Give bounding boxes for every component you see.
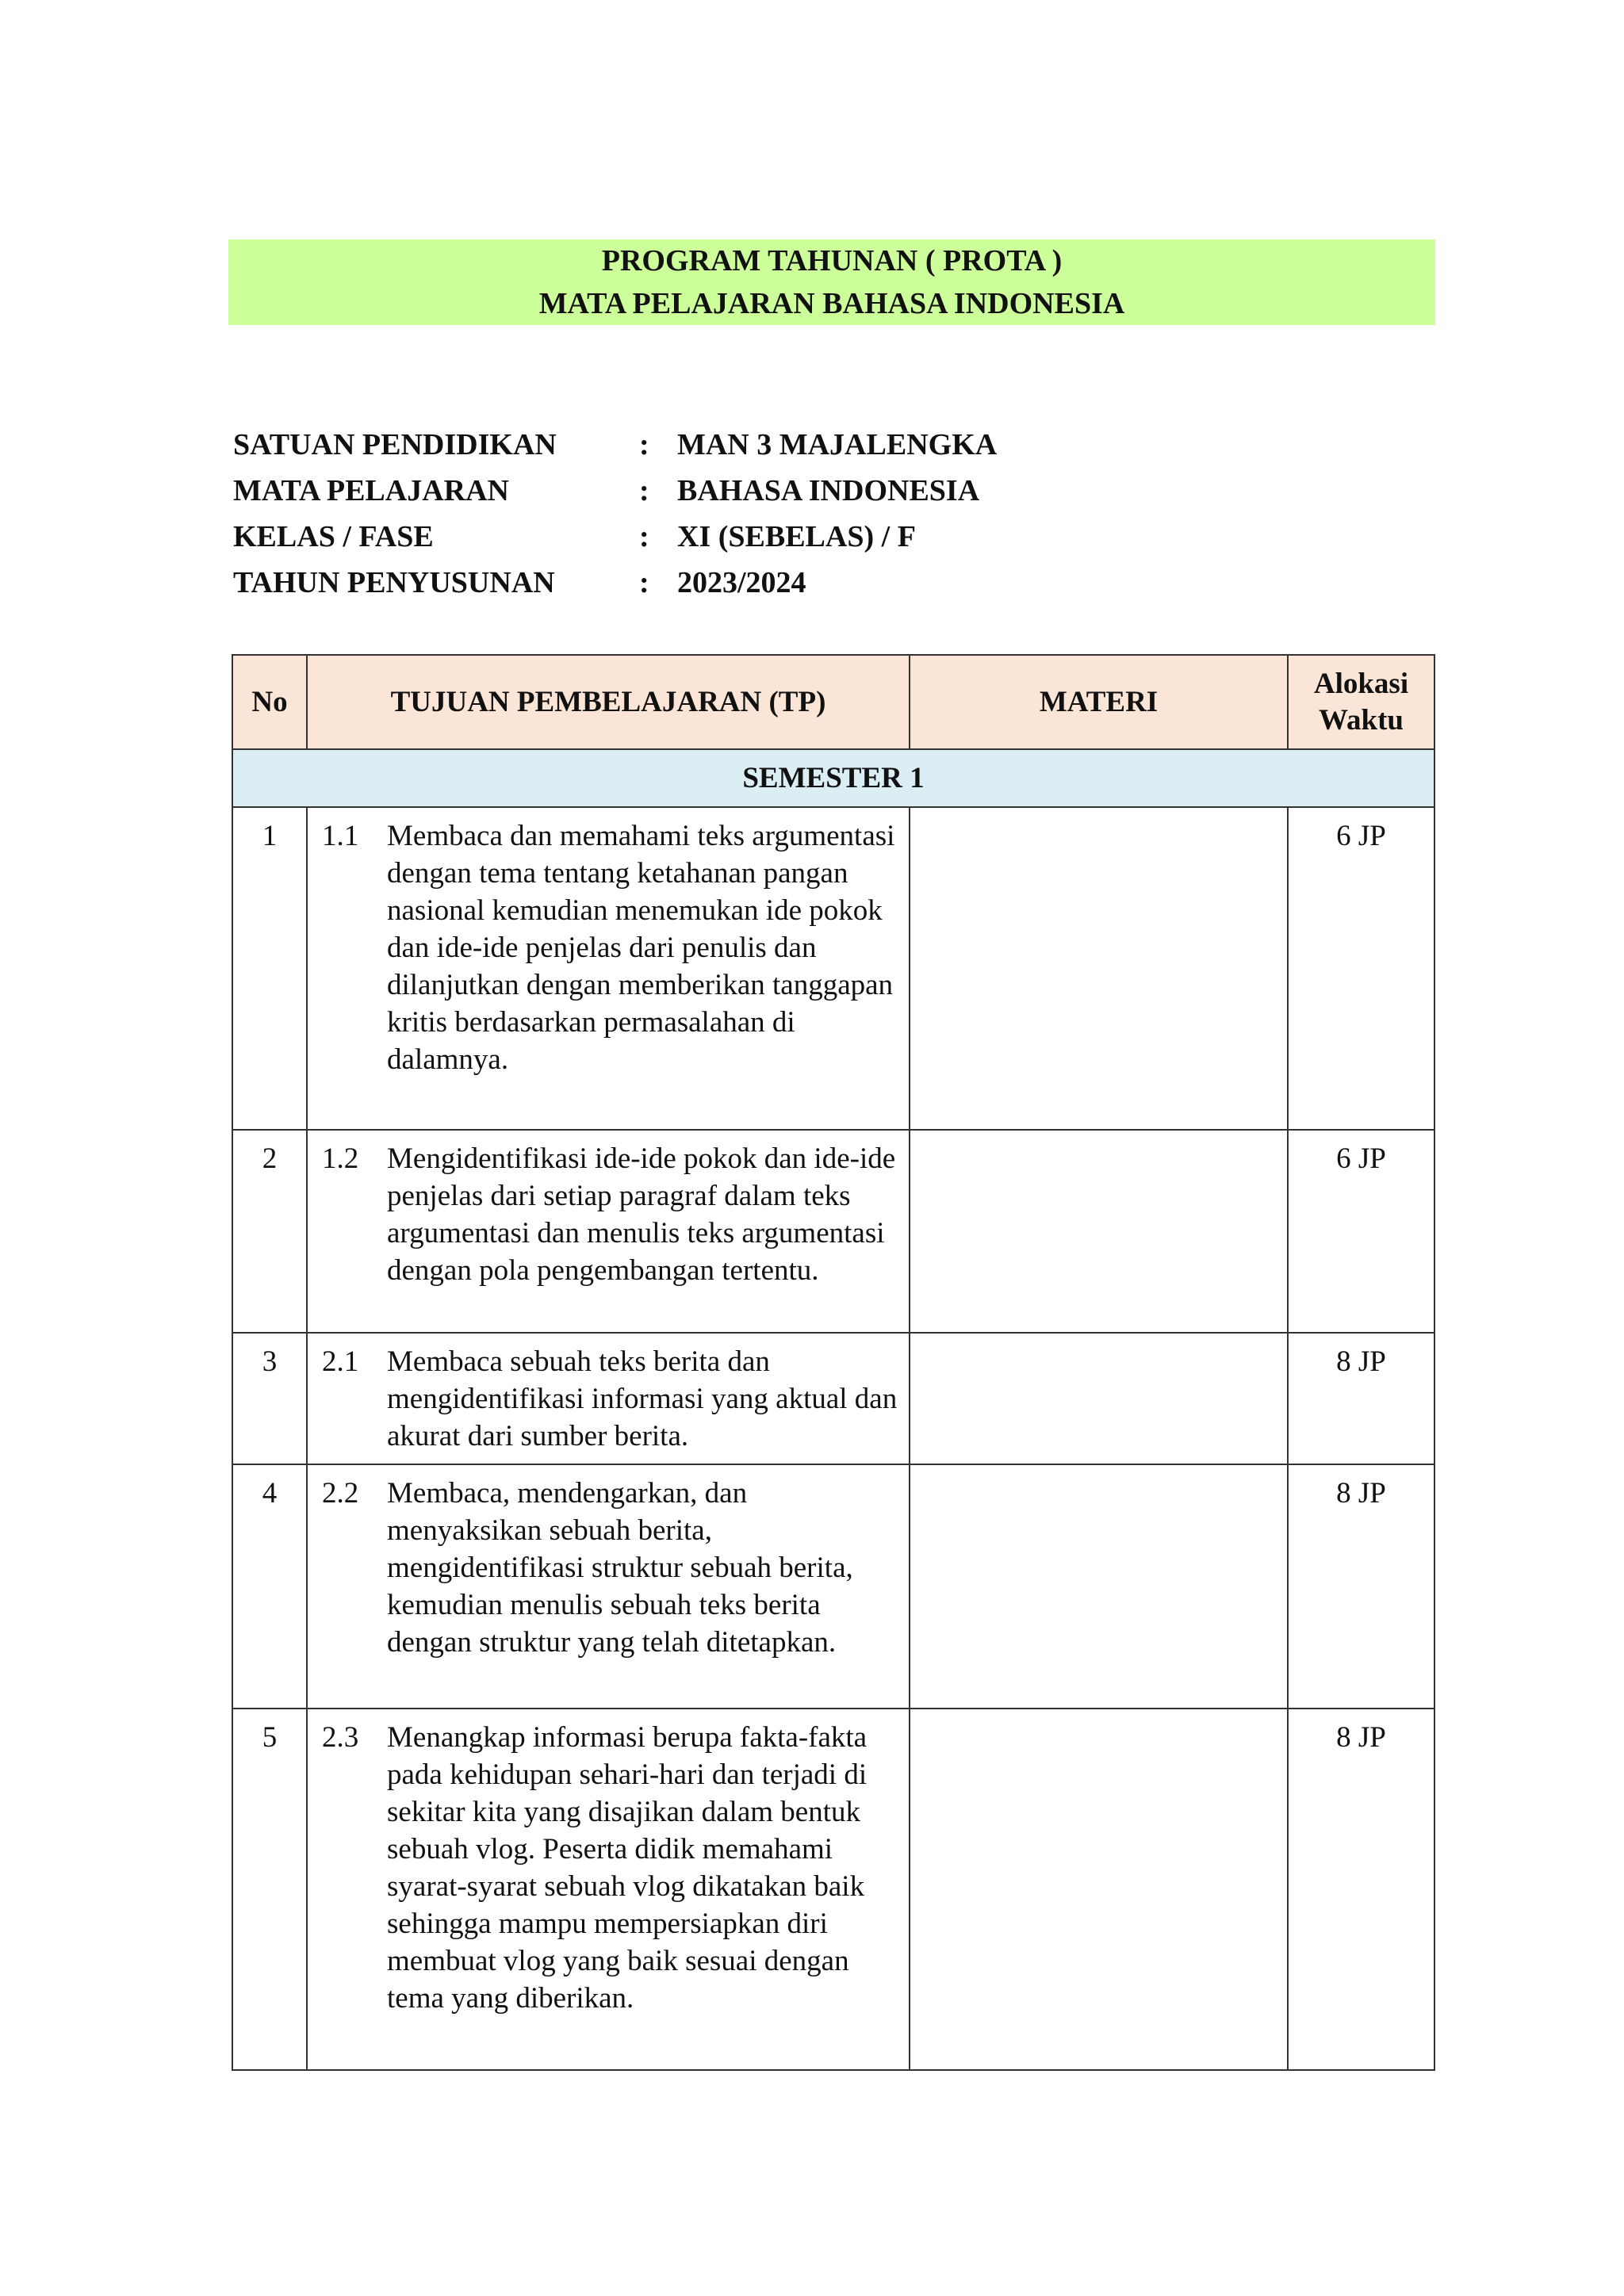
meta-label: SATUAN PENDIDIKAN <box>233 428 557 461</box>
row-no: 1 <box>232 807 307 1130</box>
row-no: 3 <box>232 1333 307 1464</box>
row-tp <box>307 807 910 1130</box>
row-no: 5 <box>232 1709 307 2070</box>
meta-value: MAN 3 MAJALENGKA <box>677 428 998 461</box>
table-row <box>232 807 1434 1130</box>
table-header-row <box>232 655 1434 749</box>
row-materi <box>910 1709 1288 2070</box>
semester-label: SEMESTER 1 <box>232 749 1434 807</box>
table-row <box>232 1333 1434 1464</box>
tp-code: 1.2 <box>322 1142 359 1175</box>
semester-row <box>232 749 1434 807</box>
row-tp <box>307 1333 910 1464</box>
tp-text: Membaca, mendengarkan, dan menyaksikan sebuah berita, mengidentifikasi struktur sebuah berita, kemudian menulis sebuah teks berita dengan struktur yang telah ditetapkan. <box>387 1477 853 1659</box>
row-tp <box>307 1709 910 2070</box>
header-tp: TUJUAN PEMBELAJARAN (TP) <box>307 655 910 749</box>
row-alokasi: 6 JP <box>1288 1130 1434 1333</box>
row-alokasi: 8 JP <box>1288 1464 1434 1709</box>
prota-table <box>232 654 1435 2071</box>
table-row <box>232 1130 1434 1333</box>
row-materi <box>910 1130 1288 1333</box>
tp-text: Membaca sebuah teks berita dan mengidentifikasi informasi yang aktual dan akurat dari sumber berita. <box>387 1345 898 1452</box>
title-line-1: PROGRAM TAHUNAN ( PROTA ) <box>601 244 1063 277</box>
header-alokasi-line1: Alokasi <box>1313 667 1409 700</box>
row-materi <box>910 1333 1288 1464</box>
row-tp <box>307 1464 910 1709</box>
tp-text: Mengidentifikasi ide-ide pokok dan ide-ide penjelas dari setiap paragraf dalam teks argumentasi dan menulis teks argumentasi dengan pola pengembangan tertentu. <box>387 1142 896 1287</box>
meta-value: 2023/2024 <box>677 566 806 599</box>
title-line-2: MATA PELAJARAN BAHASA INDONESIA <box>538 287 1125 320</box>
row-materi <box>910 807 1288 1130</box>
header-no: No <box>232 655 307 749</box>
meta-value: BAHASA INDONESIA <box>677 474 980 507</box>
meta-separator: : <box>639 520 649 553</box>
tp-code: 2.1 <box>322 1345 359 1378</box>
row-alokasi: 8 JP <box>1288 1709 1434 2070</box>
meta-separator: : <box>639 474 649 507</box>
row-alokasi: 8 JP <box>1288 1333 1434 1464</box>
row-no: 4 <box>232 1464 307 1709</box>
tp-code: 2.2 <box>322 1477 359 1510</box>
meta-label: TAHUN PENYUSUNAN <box>233 566 555 599</box>
table-row <box>232 1709 1434 2070</box>
header-materi: MATERI <box>910 655 1288 749</box>
row-alokasi: 6 JP <box>1288 807 1434 1130</box>
table-row <box>232 1464 1434 1709</box>
tp-text: Membaca dan memahami teks argumentasi dengan tema tentang ketahanan pangan nasional kemudian menemukan ide pokok dan ide-ide penjelas dari penulis dan dilanjutkan dengan memberikan tanggapan kritis berdasarkan permasalahan di dalamnya. <box>387 820 895 1076</box>
tp-code: 2.3 <box>322 1721 359 1754</box>
row-no: 2 <box>232 1130 307 1333</box>
meta-value: XI (SEBELAS) / F <box>677 520 916 553</box>
meta-separator: : <box>639 566 649 599</box>
tp-text: Menangkap informasi berupa fakta-fakta pada kehidupan sehari-hari dan terjadi di sekitar kita yang disajikan dalam bentuk sebuah vlog. Peserta didik memahami syarat-syarat sebuah vlog dikatakan baik sehingga mampu mempersiapkan diri membuat vlog yang baik sesuai dengan tema yang diberikan. <box>387 1721 868 2015</box>
header-alokasi <box>1288 655 1434 749</box>
header-alokasi-line2: Waktu <box>1319 703 1404 737</box>
meta-separator: : <box>639 428 649 461</box>
tp-code: 1.1 <box>322 820 359 852</box>
row-tp <box>307 1130 910 1333</box>
title-banner <box>228 239 1435 325</box>
meta-label: MATA PELAJARAN <box>233 474 509 507</box>
meta-label: KELAS / FASE <box>233 520 434 553</box>
row-materi <box>910 1464 1288 1709</box>
